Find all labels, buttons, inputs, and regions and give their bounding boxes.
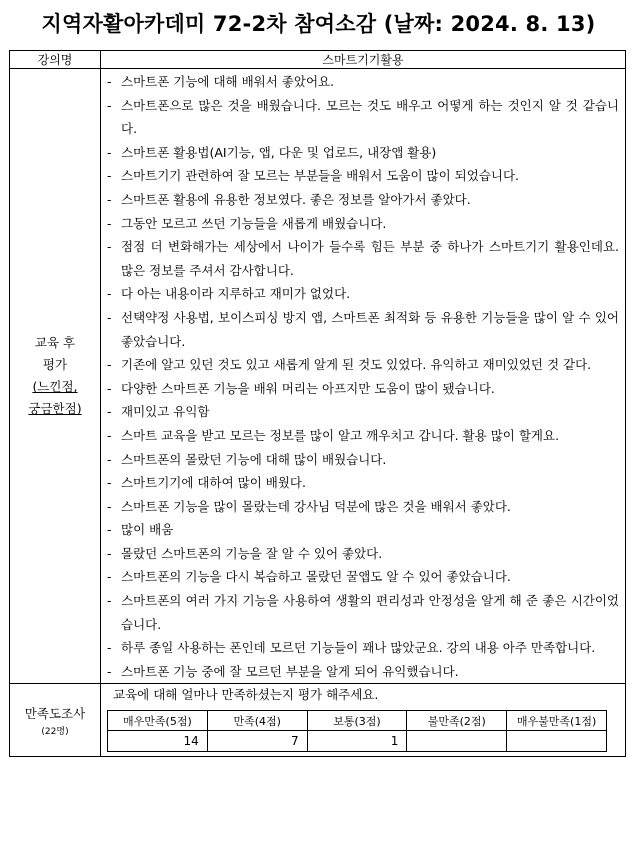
feedback-item: - 많이 배움 xyxy=(107,518,619,542)
evaluation-label-line: (느낀점, xyxy=(32,379,78,395)
header-row xyxy=(10,51,626,69)
satisfaction-column-header: 만족(4점) xyxy=(207,711,307,731)
feedback-item: - 스마트폰의 기능을 다시 복습하고 몰랐던 꿀앱도 알 수 있어 좋았습니다. xyxy=(107,565,619,589)
feedback-item: - 스마트폰 기능을 많이 몰랐는데 강사님 덕분에 많은 것을 배워서 좋았다. xyxy=(107,495,619,519)
feedback-item: - 스마트 교육을 받고 모르는 정보를 많이 알고 깨우치고 갑니다. 활용 많이 할게요. xyxy=(107,424,619,448)
header-lecture-label: 강의명 xyxy=(10,51,101,69)
feedback-item: - 스마트기기 관련하여 잘 모르는 부분들을 배워서 도움이 많이 되었습니다. xyxy=(107,164,619,188)
survey-table xyxy=(9,50,626,757)
header-lecture-name: 스마트기기활용 xyxy=(101,51,626,69)
feedback-item: - 스마트폰의 여러 가지 기능을 사용하여 생활의 편리성과 안정성을 알게 해 준 좋은 시간이었습니다. xyxy=(107,589,619,636)
feedback-item: - 스마트기기에 대하여 많이 배웠다. xyxy=(107,471,619,495)
feedback-item: - 스마트폰 기능에 대해 배워서 좋았어요. xyxy=(107,70,619,94)
feedback-item: - 스마트폰 활용법(AI기능, 앱, 다운 및 업로드, 내장앱 활용) xyxy=(107,141,619,165)
feedback-item: - 몰랐던 스마트폰의 기능을 잘 알 수 있어 좋았다. xyxy=(107,542,619,566)
satisfaction-table xyxy=(107,710,607,752)
satisfaction-column-header: 매우만족(5점) xyxy=(108,711,208,731)
evaluation-label xyxy=(10,332,100,420)
satisfaction-column-header: 보통(3점) xyxy=(307,711,407,731)
feedback-item: - 점점 더 변화해가는 세상에서 나이가 들수록 힘든 부분 중 하나가 스마트기기 활용인데요. 많은 정보를 주셔서 감사합니다. xyxy=(107,235,619,282)
evaluation-label-line: 궁금한점) xyxy=(28,401,82,417)
feedback-item: - 다 아는 내용이라 지루하고 재미가 없었다. xyxy=(107,282,619,306)
satisfaction-value xyxy=(507,731,607,752)
satisfaction-label-cell xyxy=(10,684,101,757)
satisfaction-header-row xyxy=(108,711,607,731)
feedback-item: - 스마트폰 기능 중에 잘 모르던 부분을 알게 되어 유익했습니다. xyxy=(107,660,619,684)
feedback-item: - 재미있고 유익함 xyxy=(107,400,619,424)
evaluation-content-cell xyxy=(101,69,626,684)
feedback-item: - 스마트폰 활용에 유용한 정보였다. 좋은 정보를 알아가서 좋았다. xyxy=(107,188,619,212)
satisfaction-value xyxy=(407,731,507,752)
respondent-count: (22명) xyxy=(41,726,69,737)
document-title: 지역자활아카데미 72-2차 참여소감 (날짜: 2024. 8. 13) xyxy=(41,12,596,36)
evaluation-label-line: 평가 xyxy=(42,357,68,373)
satisfaction-value: 1 xyxy=(307,731,407,752)
satisfaction-value: 7 xyxy=(207,731,307,752)
evaluation-label-line: 교육 후 xyxy=(34,335,76,351)
evaluation-label-cell xyxy=(10,69,101,684)
feedback-item: - 선택약정 사용법, 보이스피싱 방지 앱, 스마트폰 최적화 등 유용한 기능들을 많이 알 수 있어 좋았습니다. xyxy=(107,306,619,353)
satisfaction-column-header: 매우불만족(1점) xyxy=(507,711,607,731)
feedback-list xyxy=(101,69,625,683)
feedback-item: - 기존에 알고 있던 것도 있고 새롭게 알게 된 것도 있었다. 유익하고 재미있었던 것 같다. xyxy=(107,353,619,377)
satisfaction-label: 만족도조사 xyxy=(24,705,86,721)
feedback-item: - 그동안 모르고 쓰던 기능들을 새롭게 배웠습니다. xyxy=(107,212,619,236)
satisfaction-value: 14 xyxy=(108,731,208,752)
evaluation-row xyxy=(10,69,626,684)
satisfaction-values-row xyxy=(108,731,607,752)
feedback-item: - 다양한 스마트폰 기능을 배워 머리는 아프지만 도움이 많이 됐습니다. xyxy=(107,377,619,401)
satisfaction-row xyxy=(10,684,626,757)
satisfaction-content-cell xyxy=(101,684,626,757)
satisfaction-question: 교육에 대해 얼마나 만족하셨는지 평가 해주세요. xyxy=(113,687,379,703)
feedback-item: - 스마트폰의 몰랐던 기능에 대해 많이 배웠습니다. xyxy=(107,448,619,472)
feedback-item: - 스마트폰으로 많은 것을 배웠습니다. 모르는 것도 배우고 어떻게 하는 것인지 알 것 같습니다. xyxy=(107,94,619,141)
satisfaction-column-header: 불만족(2점) xyxy=(407,711,507,731)
feedback-item: - 하루 종일 사용하는 폰인데 모르던 기능들이 꽤나 많았군요. 강의 내용 아주 만족합니다. xyxy=(107,636,619,660)
